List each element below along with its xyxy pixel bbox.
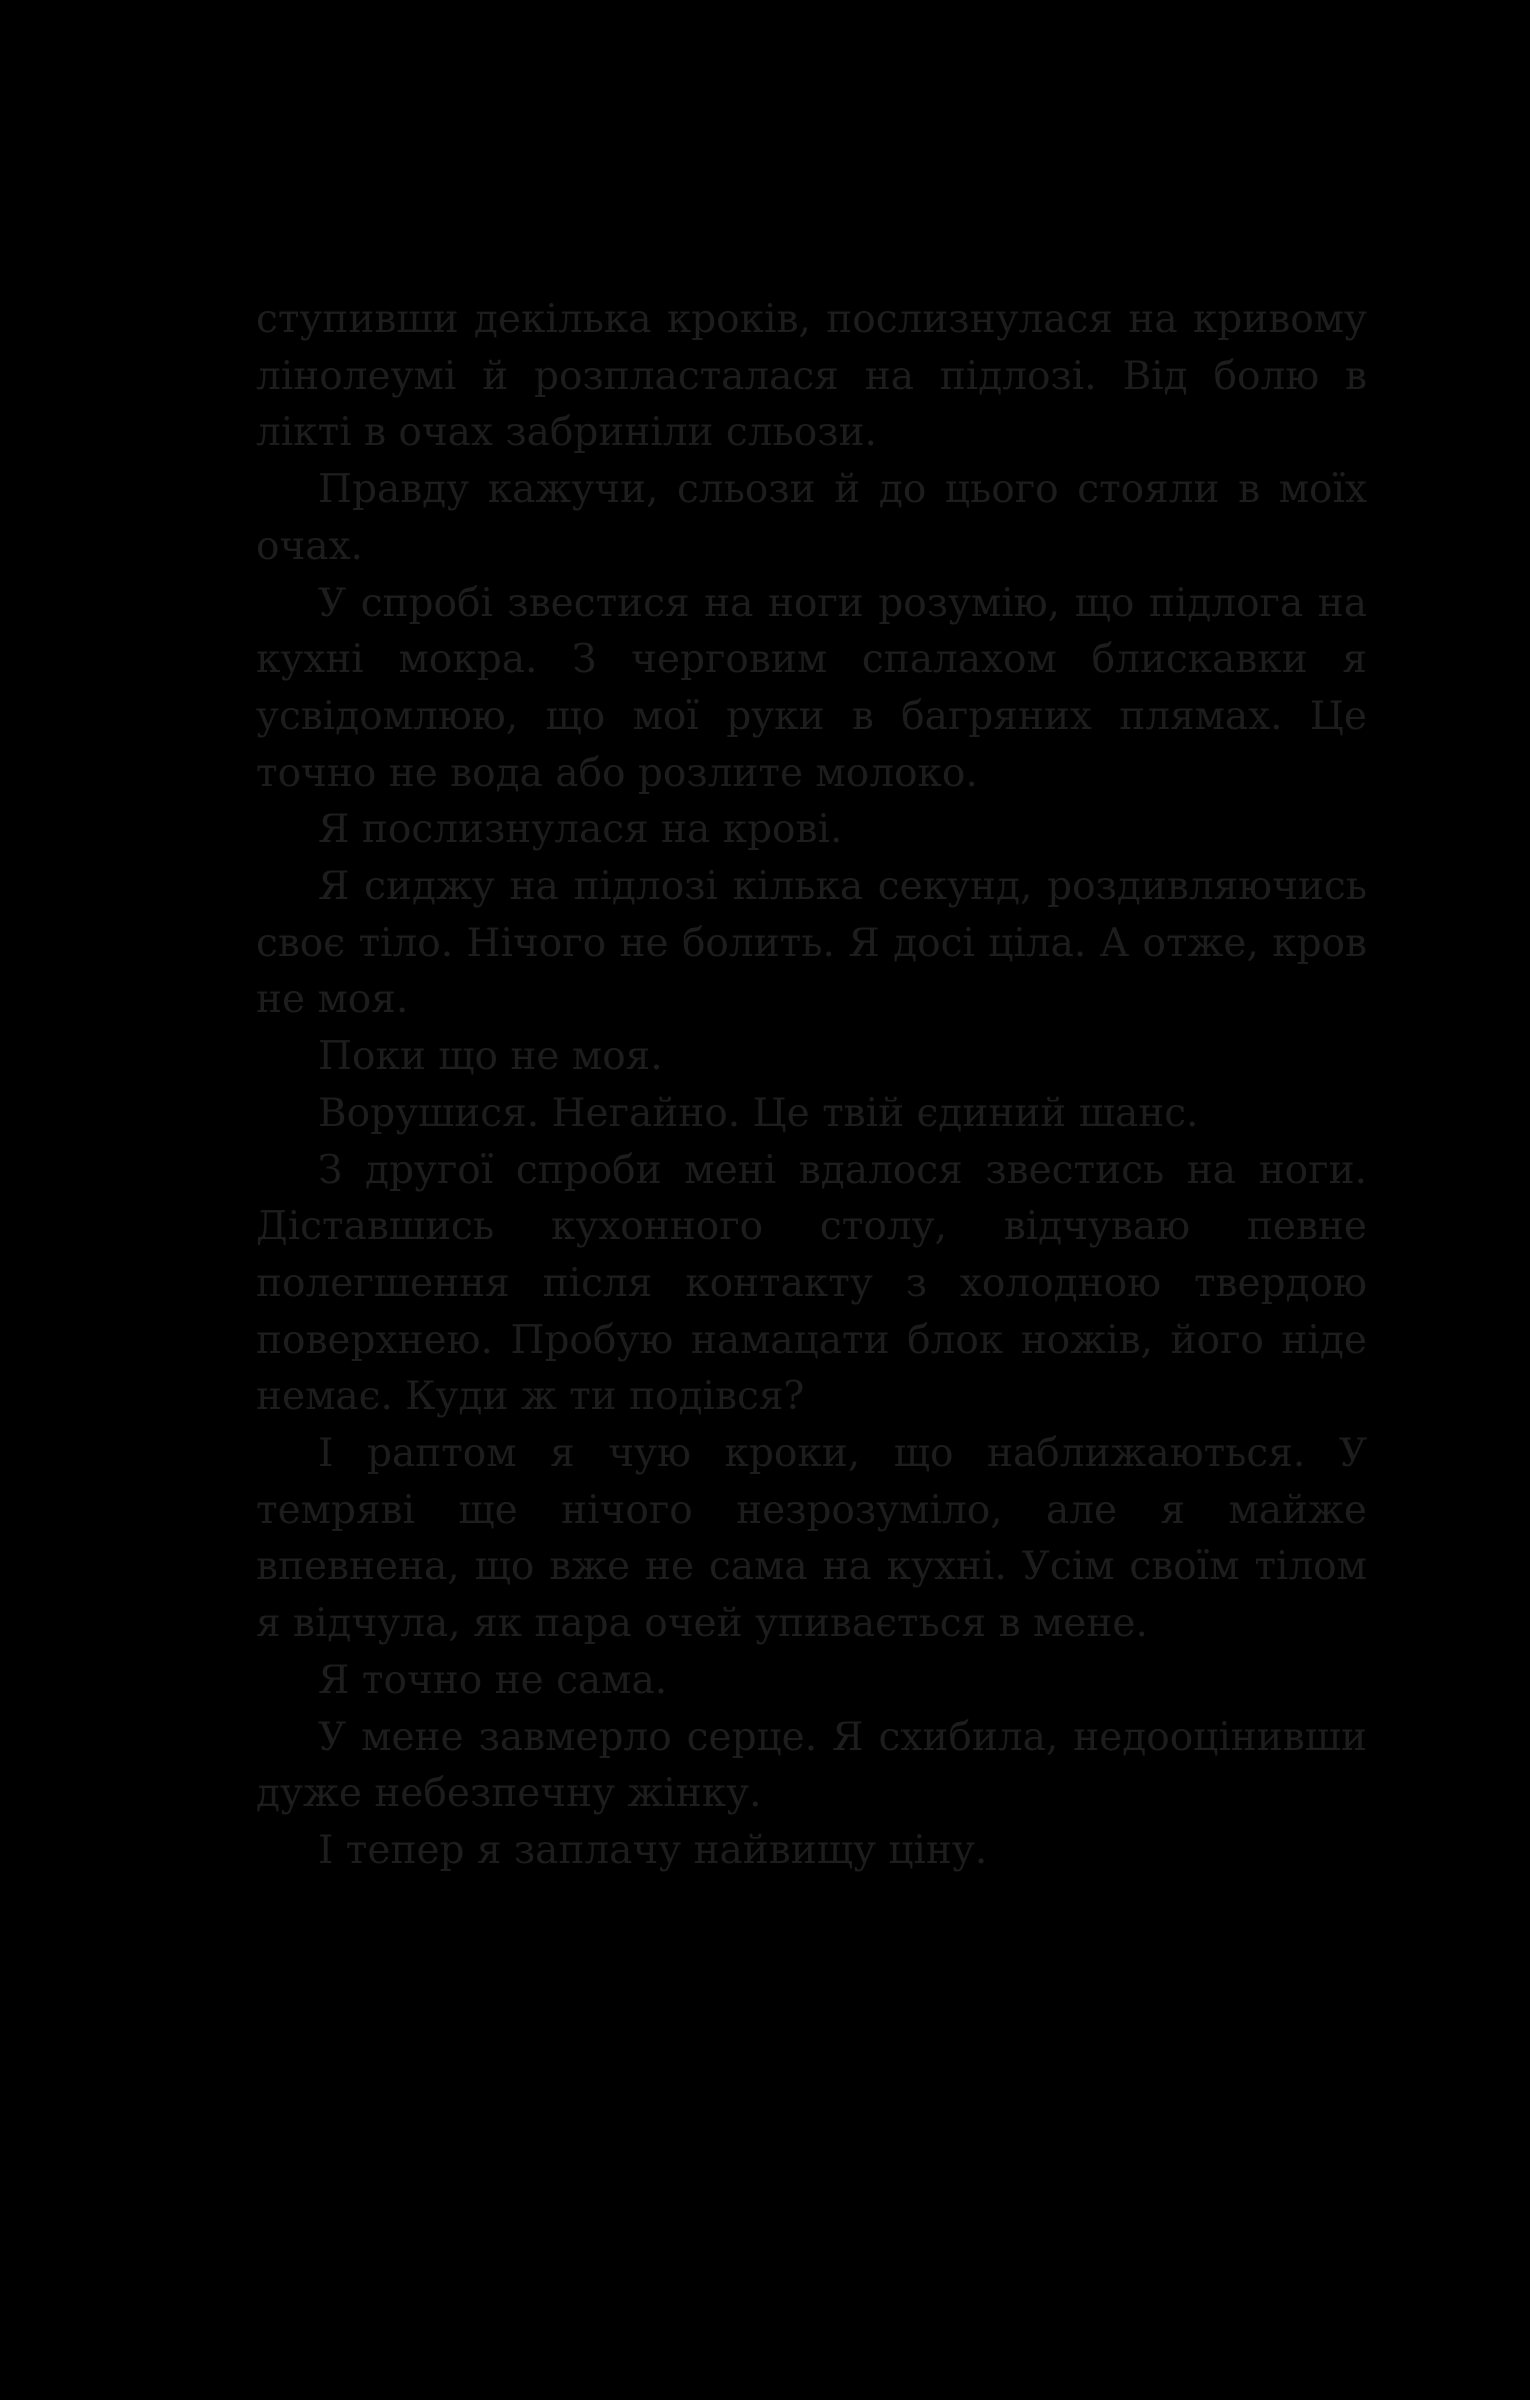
paragraph: Я сиджу на підлозі кілька секунд, роздивляючись своє тіло. Нічого не болить. Я досі ціла. А отже, кров не моя. <box>256 864 1367 1023</box>
paragraph: Правду кажучи, сльози й до цього стояли в моїх очах. <box>256 467 1367 569</box>
paragraph: ступивши декілька кроків, послизнулася на кривому лінолеумі й розпласталася на підлозі. Від болю в лікті в очах забриніли сльози. <box>256 297 1367 456</box>
paragraph: Я послизнулася на крові. <box>318 807 843 853</box>
paragraph: Ворушися. Негайно. Це твій єдиний шанс. <box>318 1090 1199 1136</box>
paragraph: У спробі звестися на ноги розумію, що підлога на кухні мокра. З черговим спалахом блискавки я усвідомлюю, що мої руки в багряних плямах. Це точно не вода або розлите молоко. <box>256 580 1367 796</box>
paragraph: У мене завмерло серце. Я схибила, недооцінивши дуже небезпечну жінку. <box>256 1714 1367 1817</box>
paragraph: Я точно не сама. <box>318 1657 668 1703</box>
paragraph: І раптом я чую кроки, що наближаються. У темряві ще нічого незрозуміло, але я майже впевнена, що вже не сама на кухні. Усім своїм тілом я відчула, як пара очей упивається в мене. <box>256 1431 1367 1647</box>
paragraph: І тепер я заплачу найвищу ціну. <box>318 1827 988 1873</box>
paragraph: З другої спроби мені вдалося звестись на ноги. Діставшись кухонного столу, відчуваю певне полегшення після контакту з холодною твердою поверхнею. Пробую намацати блок ножів, його ніде немає. Куди ж ти подівся? <box>256 1147 1367 1420</box>
body-text <box>256 292 1367 1880</box>
paragraph: Поки що не моя. <box>318 1034 663 1080</box>
